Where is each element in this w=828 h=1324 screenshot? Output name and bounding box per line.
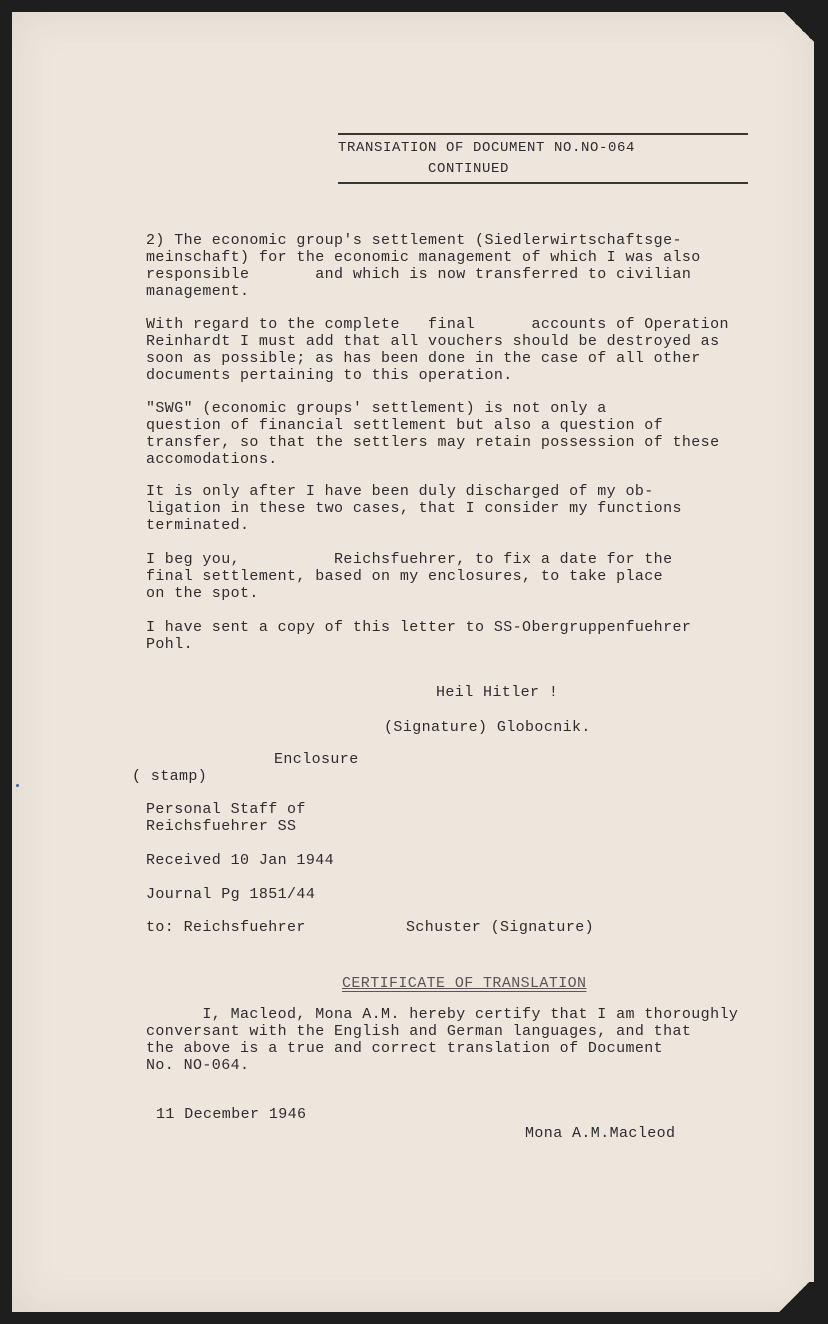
paragraph-line: on the spot. <box>146 585 259 602</box>
header-rule-bottom <box>338 182 748 184</box>
certificate-line: No. NO-064. <box>146 1057 250 1074</box>
paragraph-line: transfer, so that the settlers may retain possession of these <box>146 434 720 451</box>
paragraph-line: final settlement, based on my enclosures, to take place <box>146 568 664 585</box>
document-title: TRANSIATION OF DOCUMENT NO.NO-064 <box>338 140 636 156</box>
page-corner-top <box>784 12 814 42</box>
paragraph-line: With regard to the complete final accounts of Operation <box>146 316 729 333</box>
enclosure-label: Enclosure <box>274 751 359 768</box>
certificate-line: conversant with the English and German languages, and that <box>146 1023 692 1040</box>
paragraph-line: accomodations. <box>146 451 278 468</box>
paragraph-line: Pohl. <box>146 636 194 653</box>
document-page <box>12 12 814 1312</box>
stamp-line-1: Personal Staff of <box>146 801 306 818</box>
stamp-journal: Journal Pg 1851/44 <box>146 886 316 903</box>
paragraph-line: management. <box>146 283 250 300</box>
paragraph-line: terminated. <box>146 517 250 534</box>
closing-greeting: Heil Hitler ! <box>436 684 559 701</box>
paragraph-line: I beg you, Reichsfuehrer, to fix a date for the <box>146 551 673 568</box>
certificate-line: the above is a true and correct translation of Document <box>146 1040 664 1057</box>
page-corner-bottom <box>774 1282 814 1312</box>
stamp-to: to: Reichsfuehrer <box>146 919 306 936</box>
stamp-received: Received 10 Jan 1944 <box>146 852 335 869</box>
paragraph-line: 2) The economic group's settlement (Siedlerwirtschaftsge- <box>146 232 682 249</box>
paragraph-line: responsible and which is now transferred to civilian <box>146 266 692 283</box>
paragraph-line: soon as possible; as has been done in the case of all other <box>146 350 701 367</box>
certificate-line: I, Macleod, Mona A.M. hereby certify that I am thoroughly <box>146 1006 739 1023</box>
certificate-signer: Mona A.M.Macleod <box>525 1125 676 1142</box>
ink-dot <box>16 784 19 787</box>
paragraph-line: "SWG" (economic groups' settlement) is not only a <box>146 400 607 417</box>
paragraph-line: ligation in these two cases, that I consider my functions <box>146 500 682 517</box>
header-rule-top <box>338 133 748 135</box>
paragraph-line: documents pertaining to this operation. <box>146 367 513 384</box>
stamp-line-2: Reichsfuehrer SS <box>146 818 297 835</box>
document-subtitle: CONTINUED <box>428 161 510 177</box>
paragraph-line: Reinhardt I must add that all vouchers should be destroyed as <box>146 333 720 350</box>
stamp-schuster: Schuster (Signature) <box>406 919 595 936</box>
closing-signature: (Signature) Globocnik. <box>384 719 591 736</box>
paragraph-line: meinschaft) for the economic management of which I was also <box>146 249 701 266</box>
certificate-title: CERTIFICATE OF TRANSLATION <box>342 975 587 992</box>
paragraph-line: I have sent a copy of this letter to SS-Obergruppenfuehrer <box>146 619 692 636</box>
paragraph-line: question of financial settlement but also a question of <box>146 417 664 434</box>
stamp-label: ( stamp) <box>132 768 208 785</box>
certificate-date: 11 December 1946 <box>156 1106 307 1123</box>
paragraph-line: It is only after I have been duly discharged of my ob- <box>146 483 654 500</box>
